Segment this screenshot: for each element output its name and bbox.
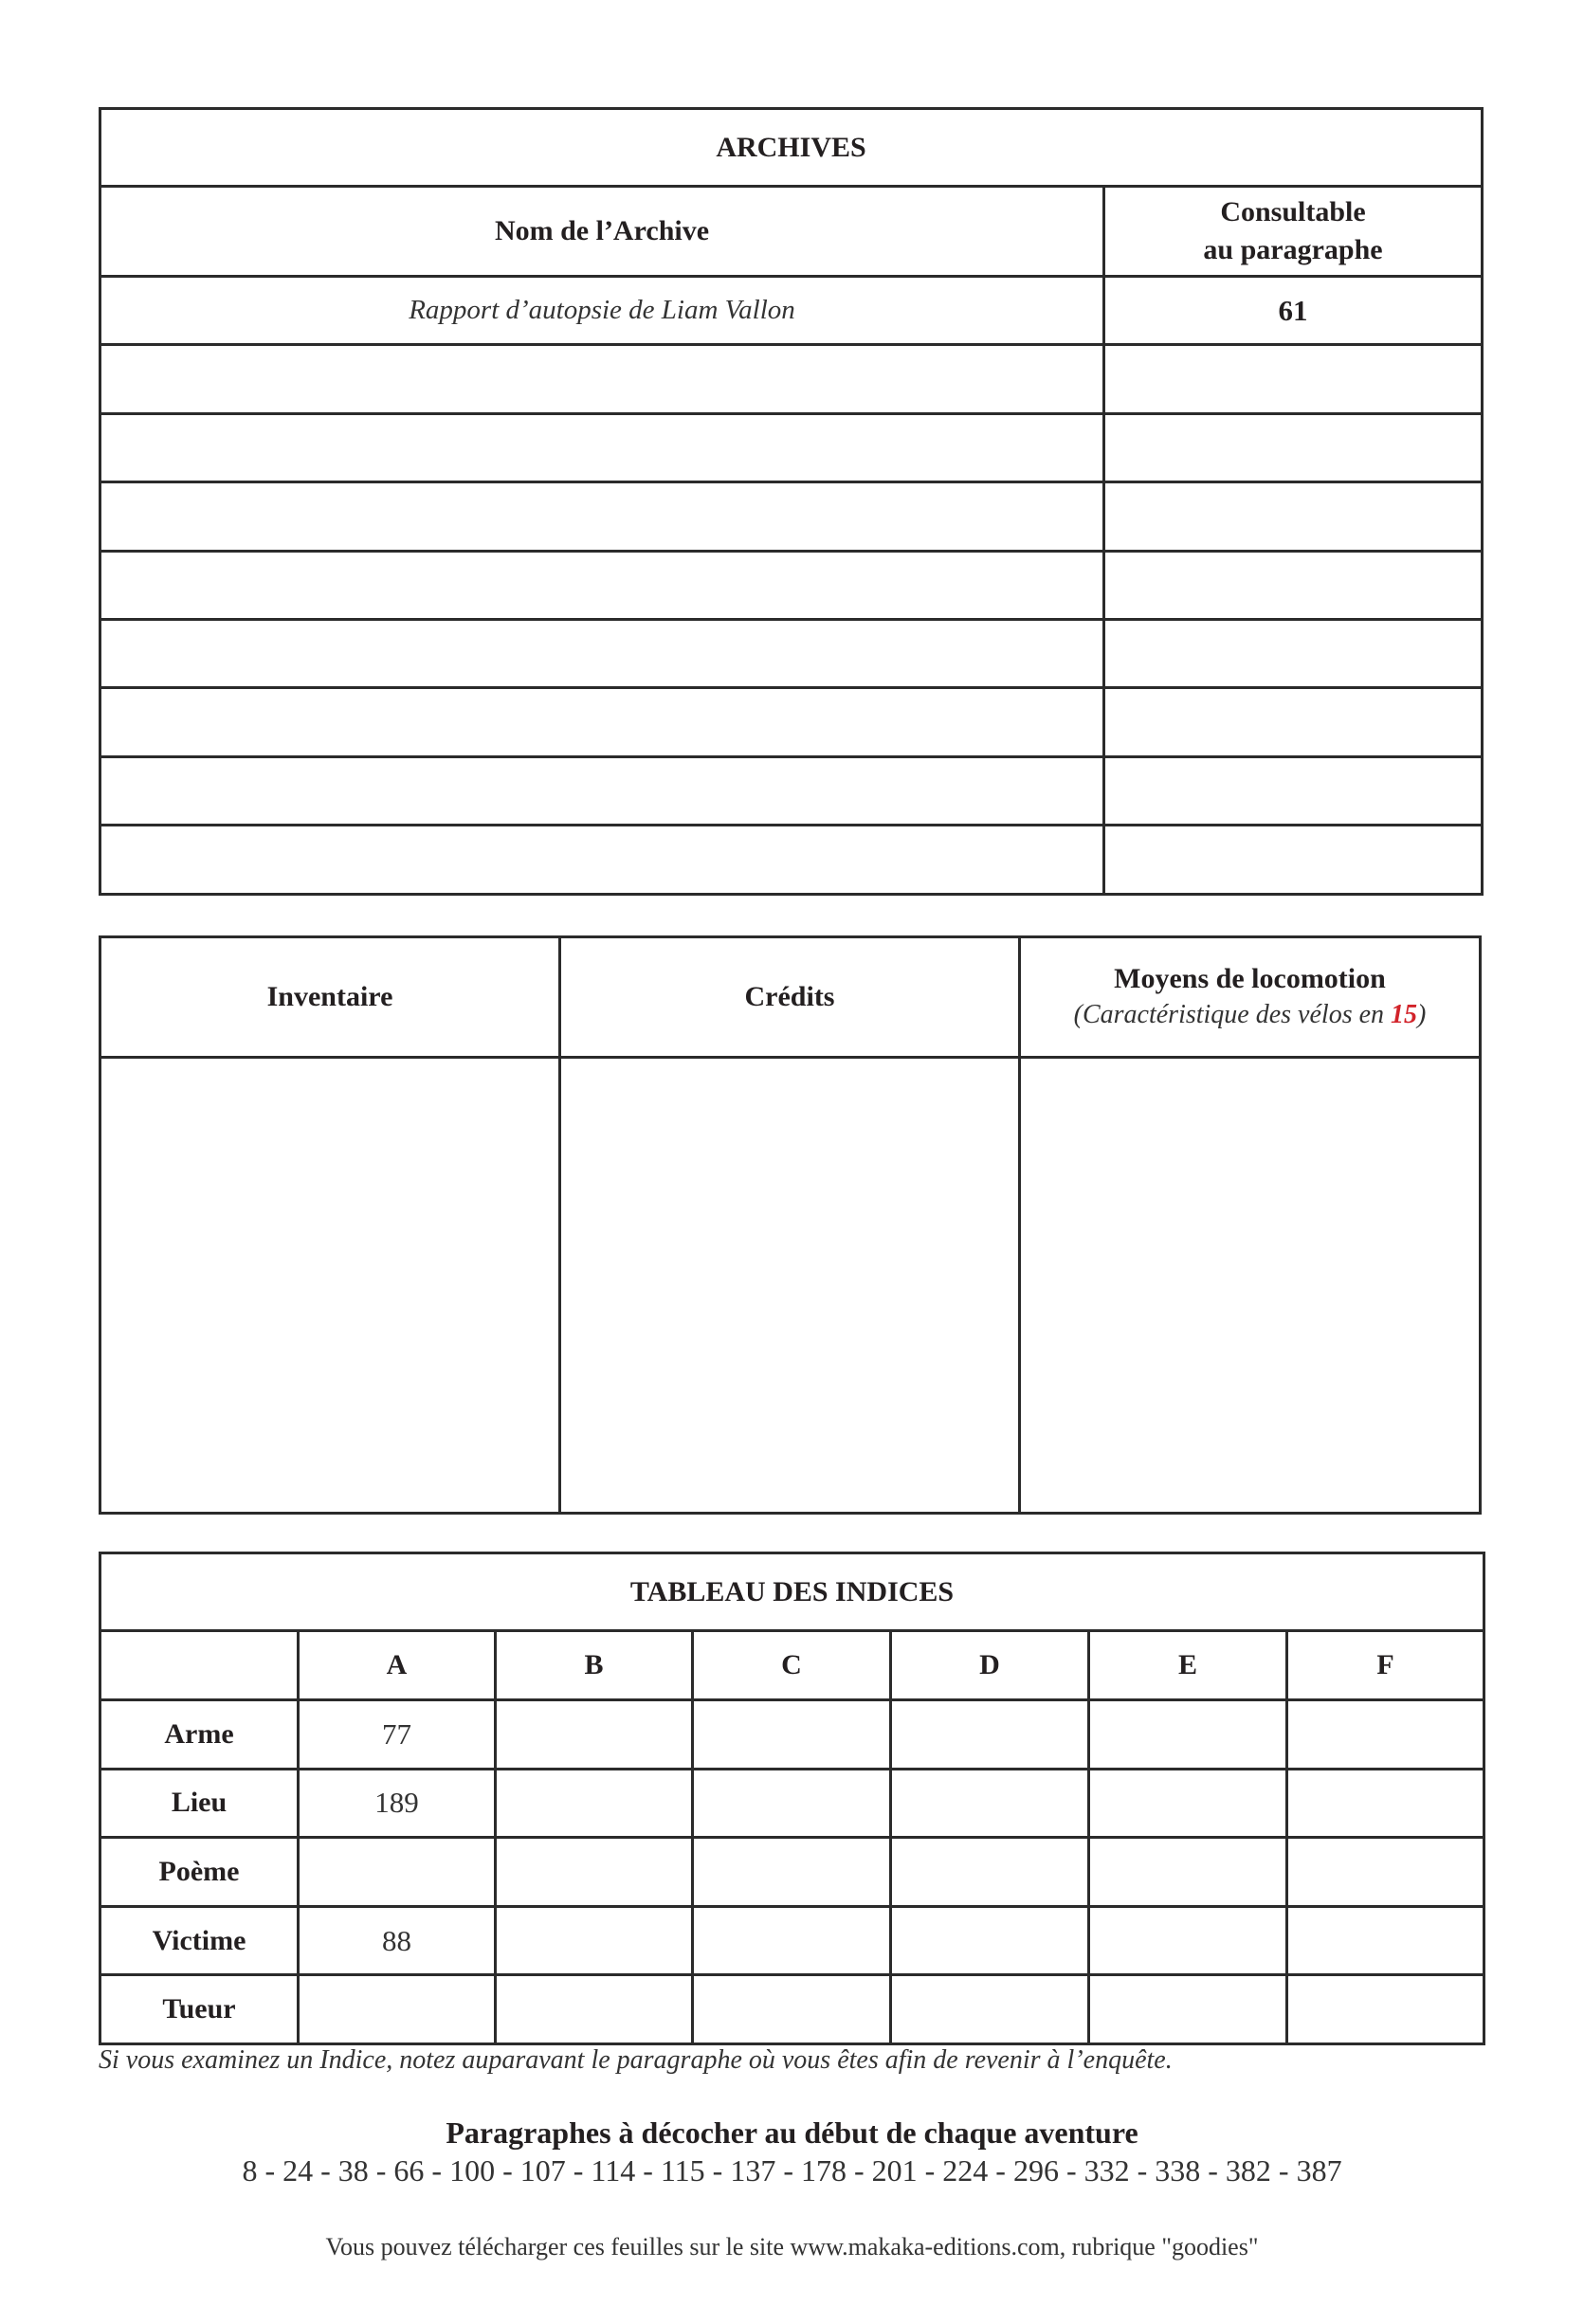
archive-paragraph-cell[interactable] [1104,619,1483,687]
locomotion-title: Moyens de locomotion [1114,963,1386,994]
indices-cell[interactable] [1089,1700,1287,1770]
inventaire-header: Inventaire [100,937,560,1058]
archive-paragraph-cell[interactable] [1104,551,1483,619]
indices-column-header: E [1089,1631,1287,1700]
archive-name-cell[interactable] [100,551,1104,619]
checklist-title: Paragraphes à décocher au début de chaque aventure [446,2115,1138,2150]
indices-cell[interactable]: 88 [299,1906,496,1975]
indices-column-header: A [299,1631,496,1700]
archive-row [100,756,1483,825]
indices-cell[interactable] [1089,1975,1287,2044]
inventaire-field[interactable] [100,1058,560,1514]
indices-row-label: Lieu [100,1769,299,1838]
indices-note: Si vous examinez un Indice, notez auparavant le paragraphe où vous êtes afin de revenir à l’enquête. [99,2045,1173,2075]
archive-name-cell[interactable] [100,482,1104,551]
indices-cell[interactable] [891,1975,1089,2044]
indices-column-header: D [891,1631,1089,1700]
archive-paragraph-header-line2: au paragraphe [1203,234,1383,265]
indices-cell[interactable] [693,1769,891,1838]
indices-cell[interactable] [299,1838,496,1907]
indices-cell[interactable] [693,1700,891,1770]
archives-title: ARCHIVES [100,109,1483,187]
indices-table [99,1552,1485,2045]
indices-row-label: Tueur [100,1975,299,2044]
indices-cell[interactable] [891,1769,1089,1838]
locomotion-field[interactable] [1020,1058,1481,1514]
indices-row-label: Poème [100,1838,299,1907]
indices-cell[interactable] [1089,1838,1287,1907]
indices-cell[interactable] [496,1700,693,1770]
archive-name-cell[interactable]: Rapport d’autopsie de Liam Vallon [100,277,1104,345]
indices-row [100,1769,1484,1838]
archive-row [100,826,1483,894]
archive-name-cell[interactable] [100,826,1104,894]
archive-row [100,619,1483,687]
indices-corner-cell [100,1631,299,1700]
indices-cell[interactable] [891,1906,1089,1975]
indices-cell[interactable] [693,1975,891,2044]
archive-paragraph-cell[interactable] [1104,413,1483,481]
archive-name-cell[interactable] [100,619,1104,687]
indices-row-label: Victime [100,1906,299,1975]
archive-name-cell[interactable] [100,688,1104,756]
indices-row [100,1838,1484,1907]
archive-name-cell[interactable] [100,345,1104,413]
archive-paragraph-cell[interactable] [1104,482,1483,551]
archive-name-cell[interactable] [100,756,1104,825]
checklist-paragraphs: 8 - 24 - 38 - 66 - 100 - 107 - 114 - 115 - 137 - 178 - 201 - 224 - 296 - 332 - 338 - 382 - 387 [242,2153,1342,2188]
archive-paragraph-cell[interactable] [1104,345,1483,413]
locomotion-note-prefix: (Caractéristique des vélos en [1073,1000,1392,1029]
locomotion-note [1021,997,1479,1033]
inventory-table [99,935,1482,1515]
indices-cell[interactable] [1287,1975,1484,2044]
indices-row [100,1975,1484,2044]
indices-column-header: B [496,1631,693,1700]
indices-cell[interactable] [693,1838,891,1907]
archive-name-cell[interactable] [100,413,1104,481]
indices-cell[interactable] [891,1700,1089,1770]
locomotion-note-suffix: ) [1417,1000,1427,1029]
indices-cell[interactable] [496,1975,693,2044]
indices-row-label: Arme [100,1700,299,1770]
archive-row [100,277,1483,345]
indices-column-header: F [1287,1631,1484,1700]
archive-paragraph-cell[interactable]: 61 [1104,277,1483,345]
archive-paragraph-header-line1: Consultable [1220,196,1366,227]
archive-row [100,551,1483,619]
indices-cell[interactable] [1287,1769,1484,1838]
indices-cell[interactable] [1089,1906,1287,1975]
indices-cell[interactable]: 189 [299,1769,496,1838]
indices-title: TABLEAU DES INDICES [100,1553,1484,1631]
indices-row [100,1906,1484,1975]
indices-cell[interactable]: 77 [299,1700,496,1770]
archives-table [99,107,1484,896]
archive-paragraph-cell[interactable] [1104,688,1483,756]
archive-row [100,345,1483,413]
indices-cell[interactable] [1287,1838,1484,1907]
locomotion-note-paragraph: 15 [1391,1000,1418,1029]
archive-paragraph-cell[interactable] [1104,826,1483,894]
indices-cell[interactable] [496,1906,693,1975]
archive-paragraph-header [1104,187,1483,277]
footer-download-note: Vous pouvez télécharger ces feuilles sur le site www.makaka-editions.com, rubrique "goodies" [325,2233,1259,2260]
indices-cell[interactable] [1089,1769,1287,1838]
indices-cell[interactable] [693,1906,891,1975]
archive-row [100,482,1483,551]
archive-row [100,413,1483,481]
credits-field[interactable] [560,1058,1020,1514]
archive-name-header: Nom de l’Archive [100,187,1104,277]
credits-header: Crédits [560,937,1020,1058]
archive-paragraph-cell[interactable] [1104,756,1483,825]
indices-cell[interactable] [1287,1700,1484,1770]
indices-column-header: C [693,1631,891,1700]
archive-row [100,688,1483,756]
indices-cell[interactable] [299,1975,496,2044]
indices-cell[interactable] [1287,1906,1484,1975]
indices-cell[interactable] [496,1838,693,1907]
indices-cell[interactable] [891,1838,1089,1907]
locomotion-header [1020,937,1481,1058]
indices-row [100,1700,1484,1770]
indices-cell[interactable] [496,1769,693,1838]
